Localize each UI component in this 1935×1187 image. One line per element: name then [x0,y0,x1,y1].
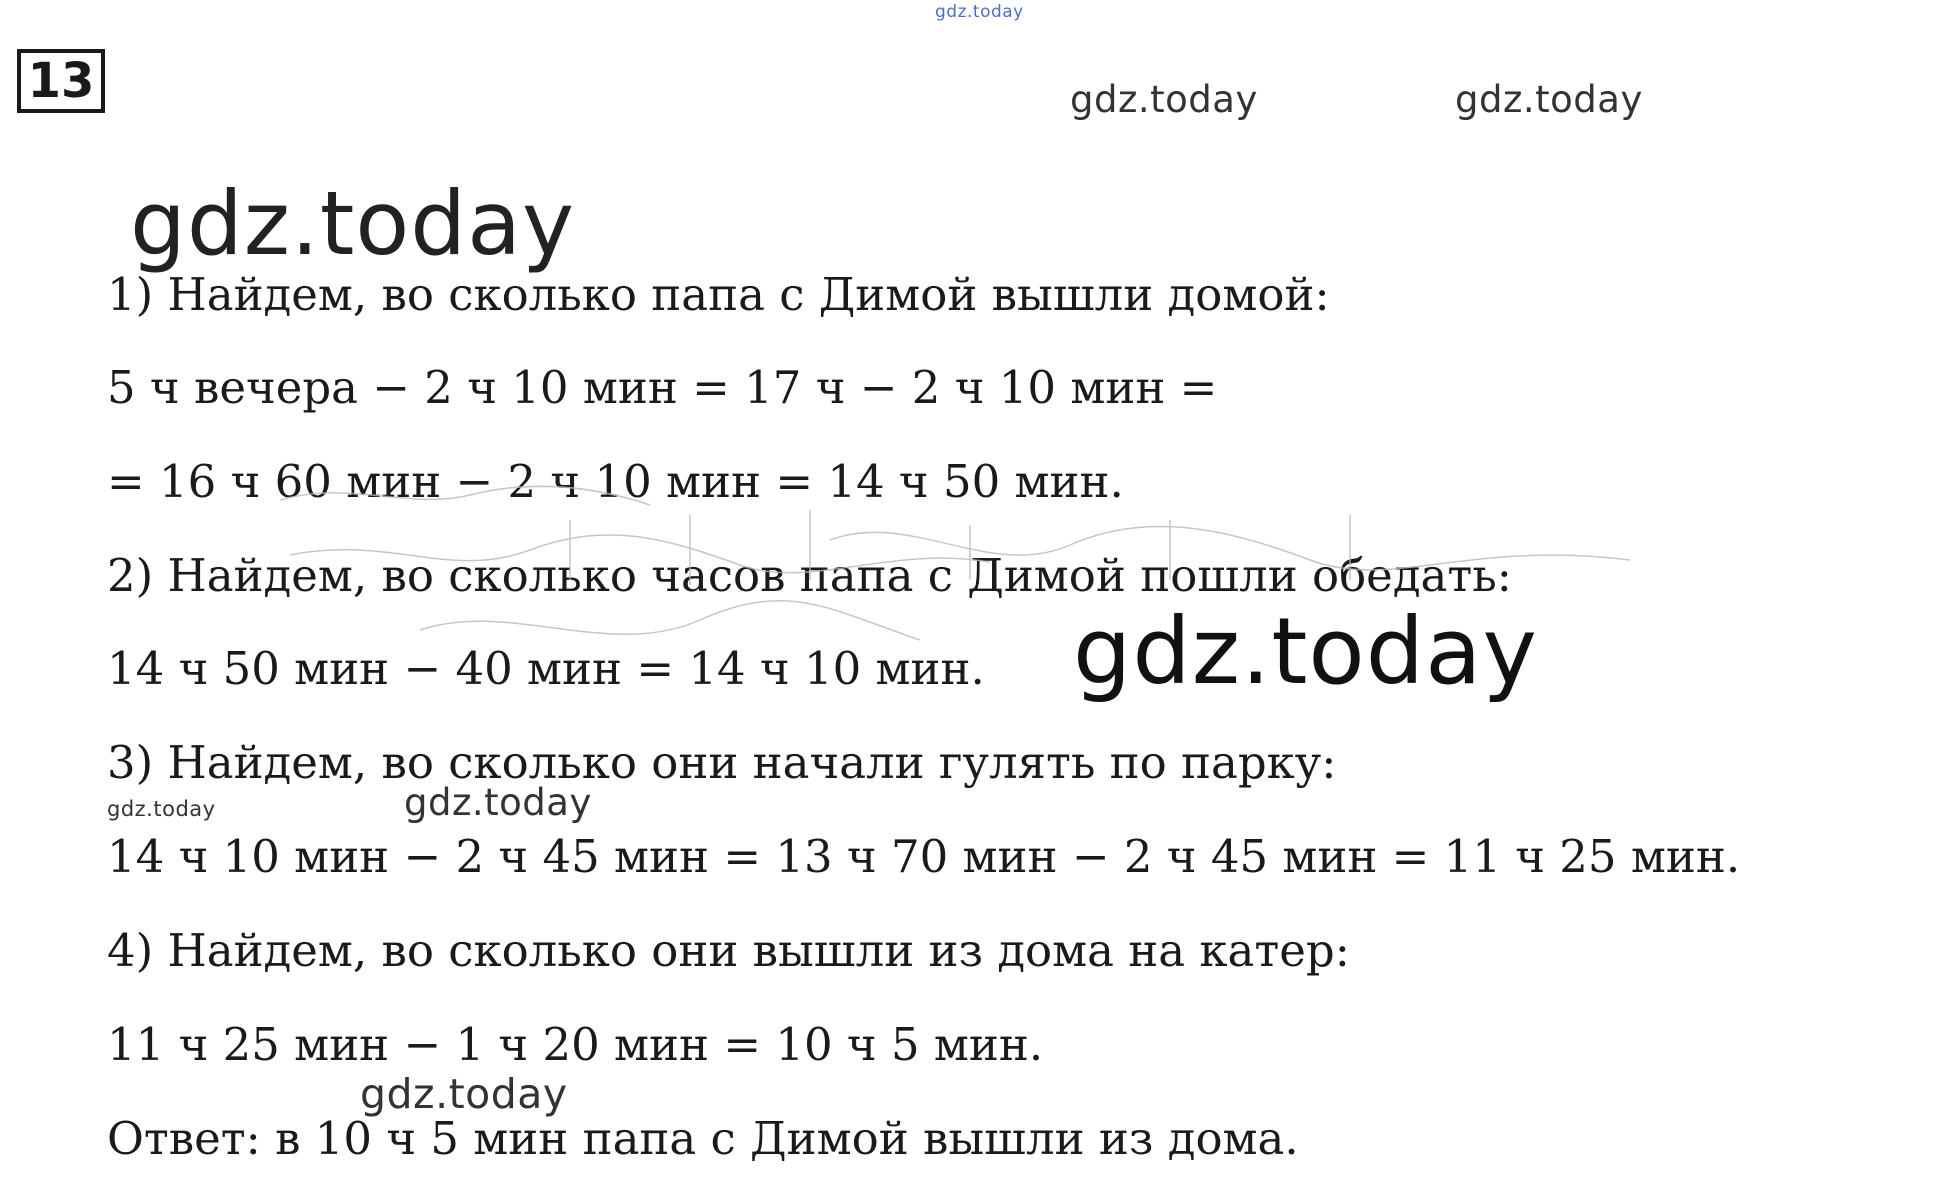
step4-title: 4) Найдем, во сколько они вышли из дома на катер: [107,924,1350,977]
watermark-small-left: gdz.today [107,797,216,821]
step1-calculation-a: 5 ч вечера − 2 ч 10 мин = 17 ч − 2 ч 10 мин = [107,361,1218,414]
step2-title: 2) Найдем, во сколько часов папа с Димой пошли обедать: [107,549,1512,602]
watermark-middle-left: gdz.today [404,781,592,824]
step1-calculation-b: = 16 ч 60 мин − 2 ч 10 мин = 14 ч 50 мин. [107,455,1124,508]
watermark-tiny: gdz.today [935,2,1024,22]
task-number-box: 13 [17,49,105,113]
step1-title: 1) Найдем, во сколько папа с Димой вышли домой: [107,268,1330,321]
watermark-large-top: gdz.today [130,172,576,275]
step3-calculation: 14 ч 10 мин − 2 ч 45 мин = 13 ч 70 мин − 2 ч 45 мин = 11 ч 25 мин. [107,830,1741,883]
step2-calculation: 14 ч 50 мин − 40 мин = 14 ч 10 мин. [107,642,985,695]
watermark-top-right: gdz.today [1455,78,1643,121]
answer-line: Ответ: в 10 ч 5 мин папа с Димой вышли из дома. [107,1112,1299,1165]
watermark-bottom-left: gdz.today [360,1070,568,1118]
watermark-large-middle: gdz.today [1073,598,1538,705]
step4-calculation: 11 ч 25 мин − 1 ч 20 мин = 10 ч 5 мин. [107,1018,1044,1071]
step3-title: 3) Найдем, во сколько они начали гулять по парку: [107,736,1337,789]
watermark-top-left: gdz.today [1070,78,1258,121]
